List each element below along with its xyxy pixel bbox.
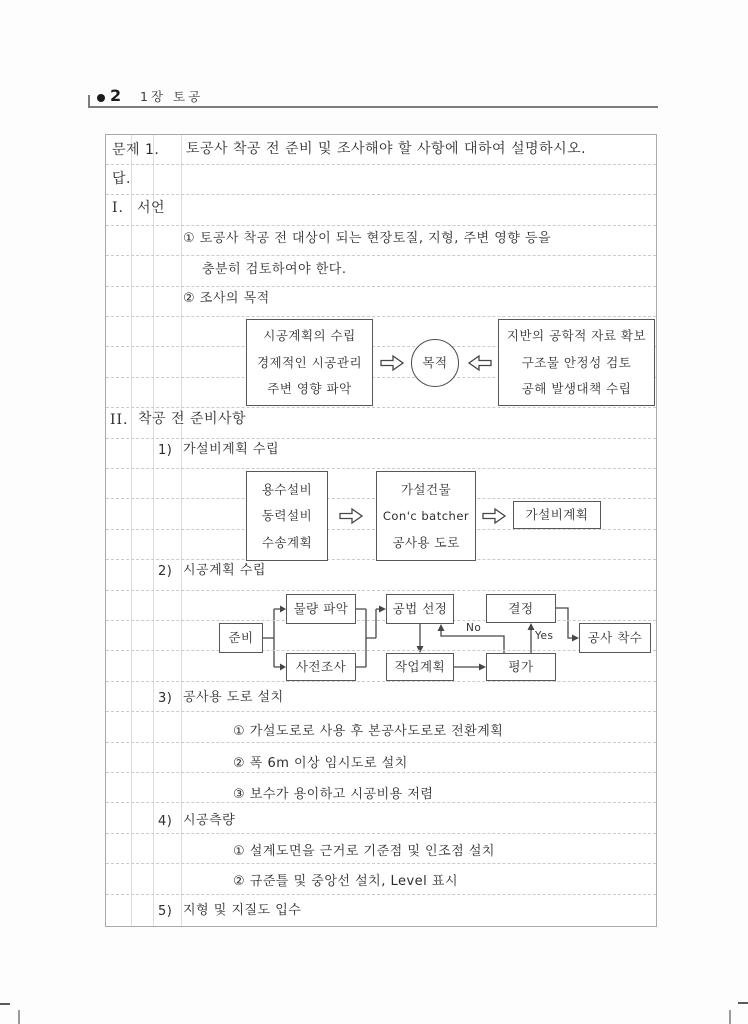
flow-yes-label: Yes: [535, 630, 554, 642]
row-rule: [106, 620, 656, 621]
row-rule: [106, 438, 656, 439]
row-rule: [106, 255, 656, 256]
row-rule: [106, 681, 656, 682]
sub4-title: 시공측량: [183, 813, 236, 828]
purpose-left-box: [246, 319, 373, 406]
purpose-diagram: [239, 317, 659, 409]
sub4-item1: ① 설계도면을 근거로 기준점 및 인조점 설치: [233, 844, 495, 859]
row-rule: [106, 407, 656, 408]
flow-box-method: [386, 594, 454, 624]
question-text: 토공사 착공 전 준비 및 조사해야 할 사항에 대하여 설명하시오.: [186, 141, 587, 157]
row-rule: [106, 468, 656, 469]
arrow-left-icon: [468, 354, 492, 372]
section1-item1-continued: 충분히 검토하여야 한다.: [202, 262, 347, 277]
answer-sheet: [105, 134, 657, 927]
row-rule: [106, 863, 656, 864]
facility-box1: [246, 471, 328, 561]
flow-presurvey-label: 사전조사: [295, 659, 347, 675]
facility-box3-label: 가설비계획: [525, 507, 589, 523]
arrow-right-icon: [339, 507, 363, 525]
flow-workplan-label: 작업계획: [394, 659, 446, 675]
flow-box-decision: [486, 594, 556, 623]
sub4-item2: ② 규준틀 및 중앙선 설치, Level 표시: [233, 874, 459, 889]
section1-title: 서언: [137, 200, 166, 216]
temp-facility-diagram: [241, 469, 613, 564]
crop-tick-bottom-right: [729, 1010, 731, 1024]
sub3-title: 공사용 도로 설치: [183, 690, 284, 705]
sub2-label: 2): [158, 564, 173, 579]
crop-mark-bottom-left: [0, 1003, 10, 1005]
sub2-title: 시공계획 수립: [183, 563, 266, 578]
flow-no-label: No: [466, 622, 482, 634]
facility-box1-line3: 수송계획: [261, 534, 313, 550]
section1-item1: ① 토공사 착공 전 대상이 되는 현장토질, 지형, 주변 영향 등을: [183, 231, 552, 246]
construction-flow-diagram: [216, 590, 656, 685]
row-rule: [106, 316, 656, 317]
facility-box2-line2: Con'c batcher: [382, 508, 470, 523]
row-rule: [106, 833, 656, 834]
sub1-title: 가설비계획 수립: [183, 442, 280, 457]
flow-box-workplan: [386, 653, 454, 681]
flow-box-presurvey: [286, 653, 356, 681]
purpose-left-line1: 시공계획의 수립: [263, 328, 356, 344]
section2-numeral: II.: [110, 412, 129, 428]
sub5-label: 5): [158, 904, 173, 919]
purpose-circle: [411, 339, 459, 387]
row-rule: [106, 650, 656, 651]
row-rule: [106, 590, 656, 591]
flow-start-label: 공사 착수: [587, 630, 643, 646]
sub4-label: 4): [158, 814, 173, 829]
column-rule-2: [153, 135, 154, 926]
problem-label: 문제 1.: [112, 142, 160, 158]
arrow-right-icon: [482, 507, 506, 525]
column-rule-3: [181, 135, 182, 926]
purpose-left-line3: 주변 영향 파악: [267, 381, 352, 396]
sub3-label: 3): [158, 691, 173, 706]
facility-box3: [513, 501, 601, 529]
sub5-title: 지형 및 지질도 입수: [183, 903, 302, 918]
chapter-title: 1장 토공: [140, 89, 204, 104]
flow-box-prep: [219, 623, 263, 653]
row-rule: [106, 894, 656, 895]
row-rule: [106, 711, 656, 712]
facility-box2-line3: 공사용 도로: [392, 534, 460, 550]
flow-decision-label: 결정: [508, 600, 534, 616]
page-number: 2: [110, 86, 122, 105]
flow-box-evaluation: [486, 653, 556, 681]
bullet-icon: [97, 94, 105, 102]
flow-prep-label: 준비: [228, 630, 254, 646]
facility-box1-line1: 용수설비: [261, 481, 313, 497]
purpose-right-box: [498, 319, 655, 406]
row-rule: [106, 225, 656, 226]
purpose-right-line2: 구조물 안정성 검토: [521, 354, 632, 370]
sub3-item2: ② 폭 6m 이상 임시도로 설치: [233, 756, 408, 771]
flow-box-start: [579, 623, 651, 653]
row-rule: [106, 164, 656, 165]
sub3-item1: ① 가설도로로 사용 후 본공사도로로 전환계획: [233, 724, 504, 739]
sub1-label: 1): [158, 443, 173, 458]
section1-numeral: I.: [112, 200, 124, 216]
answer-label: 답.: [112, 171, 131, 187]
purpose-right-line1: 지반의 공학적 자료 확보: [506, 328, 647, 344]
facility-box2: [376, 471, 476, 561]
facility-box1-line2: 동력설비: [261, 508, 313, 524]
flow-evaluation-label: 평가: [508, 659, 534, 675]
column-rule-1: [131, 135, 132, 926]
page-header: [0, 0, 748, 120]
sub3-item3: ③ 보수가 용이하고 시공비용 저렴: [233, 787, 434, 802]
header-rule: [88, 106, 658, 108]
facility-box2-line1: 가설건물: [400, 481, 452, 497]
crop-tick-bottom-left: [18, 1010, 20, 1024]
purpose-circle-label: 목적: [422, 355, 448, 371]
purpose-right-line3: 공해 발생대책 수립: [521, 381, 632, 396]
row-rule: [106, 742, 656, 743]
purpose-left-line2: 경제적인 시공관리: [256, 354, 363, 370]
arrow-right-icon: [380, 354, 404, 372]
flow-method-label: 공법 선정: [392, 601, 448, 617]
row-rule: [106, 286, 656, 287]
row-rule: [106, 194, 656, 195]
flow-quantity-label: 물량 파악: [293, 601, 349, 617]
crop-mark-bottom-right: [738, 1002, 748, 1004]
flow-box-quantity: [286, 594, 356, 624]
section2-title: 착공 전 준비사항: [138, 411, 247, 427]
section1-item2: ② 조사의 목적: [183, 291, 270, 306]
